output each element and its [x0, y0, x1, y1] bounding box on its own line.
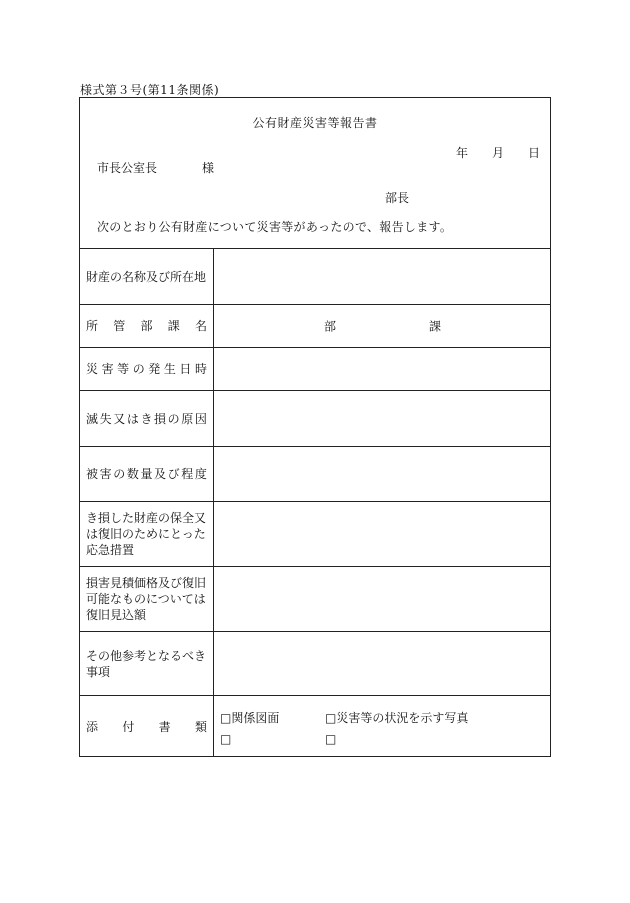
row-damage: [80, 446, 550, 501]
label-property: 財産の名称及び所在地: [80, 249, 214, 304]
label-char: 時: [194, 362, 207, 376]
field-damage[interactable]: [214, 447, 550, 501]
ka-label: 課: [429, 319, 442, 334]
addressee: 市長公室長: [97, 161, 158, 175]
honorific: 様: [202, 161, 215, 175]
label-char: 及: [154, 467, 167, 481]
field-department[interactable]: [214, 305, 550, 347]
field-emergency[interactable]: [214, 502, 550, 566]
label-char: 害: [99, 467, 112, 481]
label-cause: [80, 391, 214, 446]
label-estimate: 損害見積価格及び復旧 可能なものについては 復旧見込額: [80, 567, 214, 631]
row-other: [80, 631, 550, 695]
form-title: 公有財産災害等報告書: [252, 116, 378, 130]
date-day: 日: [528, 146, 541, 160]
label-char: 原: [181, 411, 194, 426]
date-month: 月: [492, 146, 505, 160]
label-char: は: [126, 411, 139, 426]
field-property[interactable]: [214, 249, 550, 304]
attachment-checkbox-diagram[interactable]: □関係図面: [220, 711, 280, 725]
reporter-dept: 部長: [385, 191, 410, 205]
label-char: 課: [167, 319, 180, 333]
label-char: 所: [86, 319, 99, 333]
label-char: 損: [154, 411, 167, 426]
attachment-checkbox-photos[interactable]: □災害等の状況を示す写真: [325, 711, 469, 725]
label-char: 被: [86, 467, 99, 481]
label-char: 程: [181, 467, 194, 481]
label-char: 滅: [86, 411, 99, 426]
label-char: 名: [194, 319, 207, 333]
label-char: 量: [140, 467, 153, 481]
label-char: 部: [140, 319, 153, 333]
label-char: 数: [126, 467, 139, 481]
label-char: 管: [113, 319, 126, 333]
report-statement: 次のとおり公有財産について災害等があったので、報告します。: [97, 220, 453, 234]
label-char: 失: [99, 411, 112, 426]
label-char: 又: [113, 411, 126, 426]
label-department: [80, 305, 214, 347]
label-char: 生: [163, 362, 176, 376]
bu-label: 部: [324, 319, 337, 334]
label-damage: [80, 447, 214, 501]
label-char: 害: [101, 362, 114, 376]
label-char: の: [113, 467, 126, 481]
form-number: 様式第３号(第11条関係): [80, 83, 220, 97]
form-header: [80, 98, 550, 248]
row-estimate: [80, 566, 550, 631]
row-occurrence: [80, 347, 550, 390]
field-occurrence[interactable]: [214, 348, 550, 390]
row-property: [80, 248, 550, 304]
label-other: その他参考となるべき 事項: [80, 632, 214, 695]
label-char: 因: [194, 411, 207, 426]
label-char: 発: [148, 362, 161, 376]
label-char: 類: [194, 719, 207, 734]
label-char: の: [167, 411, 180, 426]
field-attachments: [214, 696, 550, 757]
label-char: 書: [158, 719, 171, 734]
label-char: 度: [194, 467, 207, 481]
label-occurrence: [80, 348, 214, 390]
field-other[interactable]: [214, 632, 550, 695]
row-department: [80, 304, 550, 347]
attachment-checkbox-other[interactable]: □: [325, 732, 337, 746]
field-estimate[interactable]: [214, 567, 550, 631]
date-year: 年: [456, 146, 469, 160]
row-cause: [80, 390, 550, 446]
row-attachments: [80, 695, 550, 757]
report-form: [79, 97, 551, 757]
label-char: 日: [179, 362, 192, 376]
label-emergency: き損した財産の保全又 は復旧のためにとった 応急措置: [80, 502, 214, 566]
label-char: 等: [117, 362, 130, 376]
label-char: の: [132, 362, 145, 376]
row-emergency: [80, 501, 550, 566]
field-cause[interactable]: [214, 391, 550, 446]
label-char: き: [140, 411, 153, 426]
label-attachments: [80, 696, 214, 757]
label-char: 付: [122, 719, 135, 734]
label-char: 災: [86, 362, 99, 376]
attachment-checkbox-other[interactable]: □: [220, 732, 232, 746]
label-char: び: [167, 467, 180, 481]
label-char: 添: [86, 719, 99, 734]
